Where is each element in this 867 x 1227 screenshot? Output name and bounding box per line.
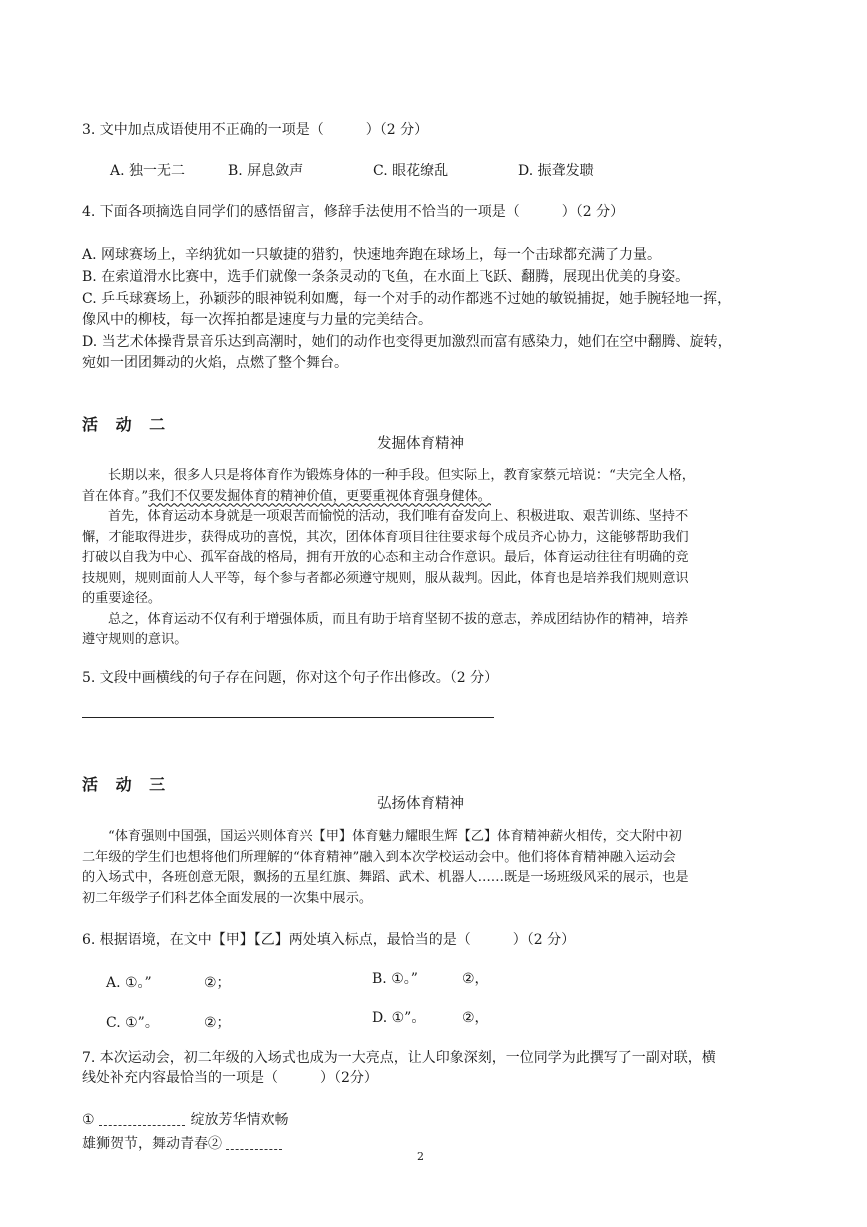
passage-p2-line5: 的重要途径。 (82, 591, 162, 606)
q5-stem: 5. 文段中画横线的句子存在问题，你对这个句子作出修改。（2 分） (82, 670, 499, 686)
q6-option-d-2: ②， (462, 1010, 489, 1026)
couplet-line1 (82, 1109, 289, 1129)
q4-stem: 4. 下面各项摘选自同学们的感悟留言，修辞手法使用不恰当的一项是（ ）（2 分） (82, 204, 625, 220)
couplet-line2-text: 雄狮贺节，舞动青春② (82, 1136, 222, 1152)
q6-option-c-2: ②； (204, 1015, 231, 1031)
activity2-passage (82, 466, 772, 651)
q3-option-b: B. 屏息敛声 (228, 163, 304, 179)
couplet-line1-text: 绽放芳华情欢畅 (190, 1112, 289, 1128)
q7-stem-line1: 7. 本次运动会，初二年级的入场式也成为一大亮点，让人印象深刻，一位同学为此撰写了一副对联，横 (82, 1050, 716, 1066)
activity3-heading: 活 动 三 (82, 775, 172, 794)
passage-p3-line2: 遵守规则的意识。 (82, 632, 188, 647)
activity3-title: 弘扬体育精神 (377, 796, 464, 812)
q4-option-d: D. 当艺术体操背景音乐达到高潮时，她们的动作也变得更加激烈而富有感染力，她们在空中翻腾、旋转， (82, 334, 732, 350)
q3-option-d: D. 振聋发聩 (518, 163, 594, 179)
couplet-line2 (82, 1133, 282, 1153)
q7-stem-line2: 线处补充内容最恰当的一项是（ ）（2分） (82, 1070, 378, 1086)
passage-p3-line1: 总之，体育运动不仅有利于增强体质，而且有助于培育坚韧不拔的意志，养成团结协作的精神，培养 (108, 611, 689, 627)
a3-line2: 二年级的学生们也想将他们所理解的“体育精神”融入到本次学校运动会中。他们将体育精神融入运动会 (82, 849, 676, 865)
activity2-title: 发掘体育精神 (377, 436, 464, 452)
q4-option-c: C. 乒乓球赛场上，孙颖莎的眼神锐利如鹰，每一个对手的动作都逃不过她的敏锐捕捉，她手腕轻地一挥， (82, 291, 732, 307)
q4-option-c-cont: 像风中的柳枝，每一次挥拍都是速度与力量的完美结合。 (82, 312, 432, 328)
couplet-blank1[interactable] (99, 1125, 185, 1126)
q6-option-b-2: ②， (462, 971, 489, 987)
q3-option-a: A. 独一无二 (110, 163, 186, 179)
q6-option-a-2: ②； (204, 975, 231, 991)
q3-stem: 3. 文中加点成语使用不正确的一项是（ ）（2 分） (82, 122, 429, 138)
q6-option-a-1: A. ①。” (106, 975, 152, 991)
q5-answer-line[interactable] (82, 717, 494, 718)
passage-p1-line1: 长期以来，很多人只是将体育作为锻炼身体的一种手段。但实际上，教育家蔡元培说：“夫完全人格， (108, 468, 695, 483)
passage-p2-line4: 技规则，规则面前人人平等，每个参与者都必须遵守规则，服从裁判。因此，体育也是培养我们规则意识 (82, 570, 689, 586)
couplet-blank2[interactable] (226, 1149, 282, 1150)
passage-p2-line3: 打破以自我为中心、孤军奋战的格局，拥有开放的心态和主动合作意识。最后，体育运动往往有明确的竞 (82, 550, 689, 565)
activity3-passage (82, 827, 772, 909)
page-number: 2 (417, 1150, 424, 1163)
q6-option-b-1: B. ①。” (372, 971, 418, 987)
passage-p2-line2: 懈，才能取得进步，获得成功的喜悦，其次，团体体育项目往往要求每个成员齐心协力，这能够帮助我们 (82, 529, 689, 545)
passage-p1-quote-end: 首在体育。” (82, 488, 149, 504)
passage-p2-line1: 首先，体育运动本身就是一项艰苦而愉悦的活动，我们唯有奋发向上、积极进取、艰苦训练、坚持不 (108, 509, 689, 524)
q3-option-c: C. 眼花缭乱 (373, 163, 449, 179)
a3-line3: 的入场式中，各班创意无限，飘扬的五星红旗、舞蹈、武术、机器人……既是一场班级风采的展示，也是 (82, 870, 689, 885)
passage-p1-line2 (82, 487, 772, 508)
q6-option-d-1: D. ①”。 (372, 1010, 426, 1026)
q6-stem: 6. 根据语境，在文中【甲】【乙】两处填入标点，最恰当的是（ ）（2 分） (82, 932, 576, 948)
a3-line4: 初二年级学子们科艺体全面发展的一次集中展示。 (82, 890, 373, 906)
q4-option-a: A. 网球赛场上，辛纳犹如一只敏捷的猎豹，快速地奔跑在球场上，每一个击球都充满了力量。 (82, 247, 662, 263)
a3-line1: “体育强则中国强，国运兴则体育兴【甲】体育魅力耀眼生辉【乙】体育精神薪火相传，交大附中初 (108, 829, 682, 844)
couplet-blank1-label: ① (82, 1112, 95, 1128)
q4-option-d-cont: 宛如一团团舞动的火焰，点燃了整个舞台。 (82, 355, 348, 371)
q6-option-c-1: C. ①”。 (106, 1015, 159, 1031)
underlined-sentence: 我们不仅要发掘体育的精神价值，更要重视体育强身健体。 (148, 488, 491, 504)
activity2-heading: 活 动 二 (82, 415, 172, 434)
q4-option-b: B. 在索道滑水比赛中，选手们就像一条条灵动的飞鱼，在水面上飞跃、翻腾，展现出优美的身姿。 (82, 269, 690, 285)
